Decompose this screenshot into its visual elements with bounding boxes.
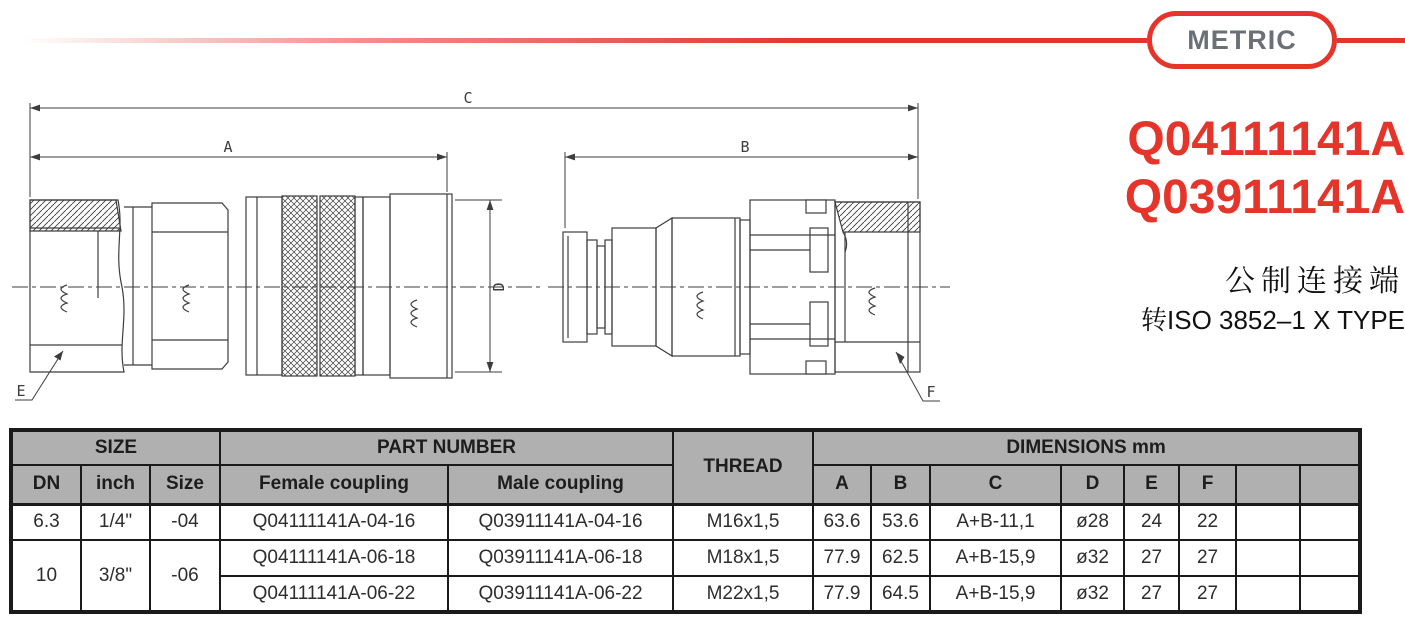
cell-female: Q04111141A-06-18 (220, 540, 448, 576)
male-coupling-drawing (548, 200, 950, 374)
cell-c: A+B-15,9 (930, 540, 1061, 576)
technical-drawing (0, 0, 1005, 420)
female-coupling-drawing (12, 194, 540, 378)
cell-f: 27 (1179, 576, 1236, 612)
dimension-arrows (30, 105, 918, 372)
cell-empty-1 (1236, 576, 1300, 612)
cell-male: Q03911141A-06-22 (448, 576, 673, 612)
header-rule-right (1337, 38, 1405, 43)
dim-label-c: C (463, 89, 473, 107)
cell-empty-2 (1300, 576, 1360, 612)
cell-f: 27 (1179, 540, 1236, 576)
part-number-male: Q03911141A (1124, 171, 1405, 224)
header-dn: DN (11, 465, 81, 504)
header-dim-d: D (1061, 465, 1124, 504)
cell-c: A+B-11,1 (930, 504, 1061, 540)
cell-d: ø32 (1061, 540, 1124, 576)
header-size-group: SIZE (11, 430, 220, 465)
cell-b: 62.5 (871, 540, 930, 576)
cell-inch: 3/8" (81, 540, 150, 612)
dim-label-e: E (16, 382, 26, 400)
cell-f: 22 (1179, 504, 1236, 540)
header-dimensions-group: DIMENSIONS mm (813, 430, 1360, 465)
cell-thread: M18x1,5 (673, 540, 813, 576)
header-empty-2 (1300, 465, 1360, 504)
header-dim-f: F (1179, 465, 1236, 504)
cell-e: 24 (1124, 504, 1179, 540)
cell-female: Q04111141A-06-22 (220, 576, 448, 612)
cell-dn: 6.3 (11, 504, 81, 540)
cell-dn: 10 (11, 540, 81, 612)
dim-label-b: B (740, 138, 750, 156)
header-size-code: Size (150, 465, 220, 504)
header-female-coupling: Female coupling (220, 465, 448, 504)
cell-thread: M16x1,5 (673, 504, 813, 540)
header-thread: THREAD (673, 430, 813, 504)
cell-empty-1 (1236, 504, 1300, 540)
dim-label-a: A (223, 138, 233, 156)
cell-b: 64.5 (871, 576, 930, 612)
part-number-female: Q04111141A (1127, 113, 1405, 166)
header-dim-e: E (1124, 465, 1179, 504)
subtitle-iso-standard: 转ISO 3852–1 X TYPE (1141, 305, 1405, 335)
header-male-coupling: Male coupling (448, 465, 673, 504)
cell-size: -04 (150, 504, 220, 540)
cell-empty-2 (1300, 540, 1360, 576)
cell-male: Q03911141A-06-18 (448, 540, 673, 576)
cell-e: 27 (1124, 576, 1179, 612)
cell-female: Q04111141A-04-16 (220, 504, 448, 540)
metric-badge (1147, 11, 1337, 69)
cell-male: Q03911141A-04-16 (448, 504, 673, 540)
dimension-labels (16, 89, 935, 401)
header-inch: inch (81, 465, 150, 504)
header-dim-a: A (813, 465, 871, 504)
cell-inch: 1/4" (81, 504, 150, 540)
subtitle-chinese: 公制连接端 (1225, 265, 1405, 298)
dim-label-d: D (490, 282, 508, 292)
cell-size: -06 (150, 540, 220, 612)
cell-e: 27 (1124, 540, 1179, 576)
header-empty-1 (1236, 465, 1300, 504)
cell-empty-1 (1236, 540, 1300, 576)
header-dim-c: C (930, 465, 1061, 504)
cell-b: 53.6 (871, 504, 930, 540)
dim-label-f: F (926, 383, 936, 401)
metric-badge-label: METRIC (1187, 24, 1297, 55)
cell-d: ø28 (1061, 504, 1124, 540)
table-row (11, 540, 1360, 576)
cell-a: 77.9 (813, 540, 871, 576)
table-row (11, 504, 1360, 540)
cell-a: 77.9 (813, 576, 871, 612)
cell-empty-2 (1300, 504, 1360, 540)
cell-d: ø32 (1061, 576, 1124, 612)
cell-a: 63.6 (813, 504, 871, 540)
header-part-number-group: PART NUMBER (220, 430, 673, 465)
cell-c: A+B-15,9 (930, 576, 1061, 612)
cell-thread: M22x1,5 (673, 576, 813, 612)
dimension-lines (15, 103, 940, 401)
spec-table (9, 428, 1362, 614)
header-dim-b: B (871, 465, 930, 504)
